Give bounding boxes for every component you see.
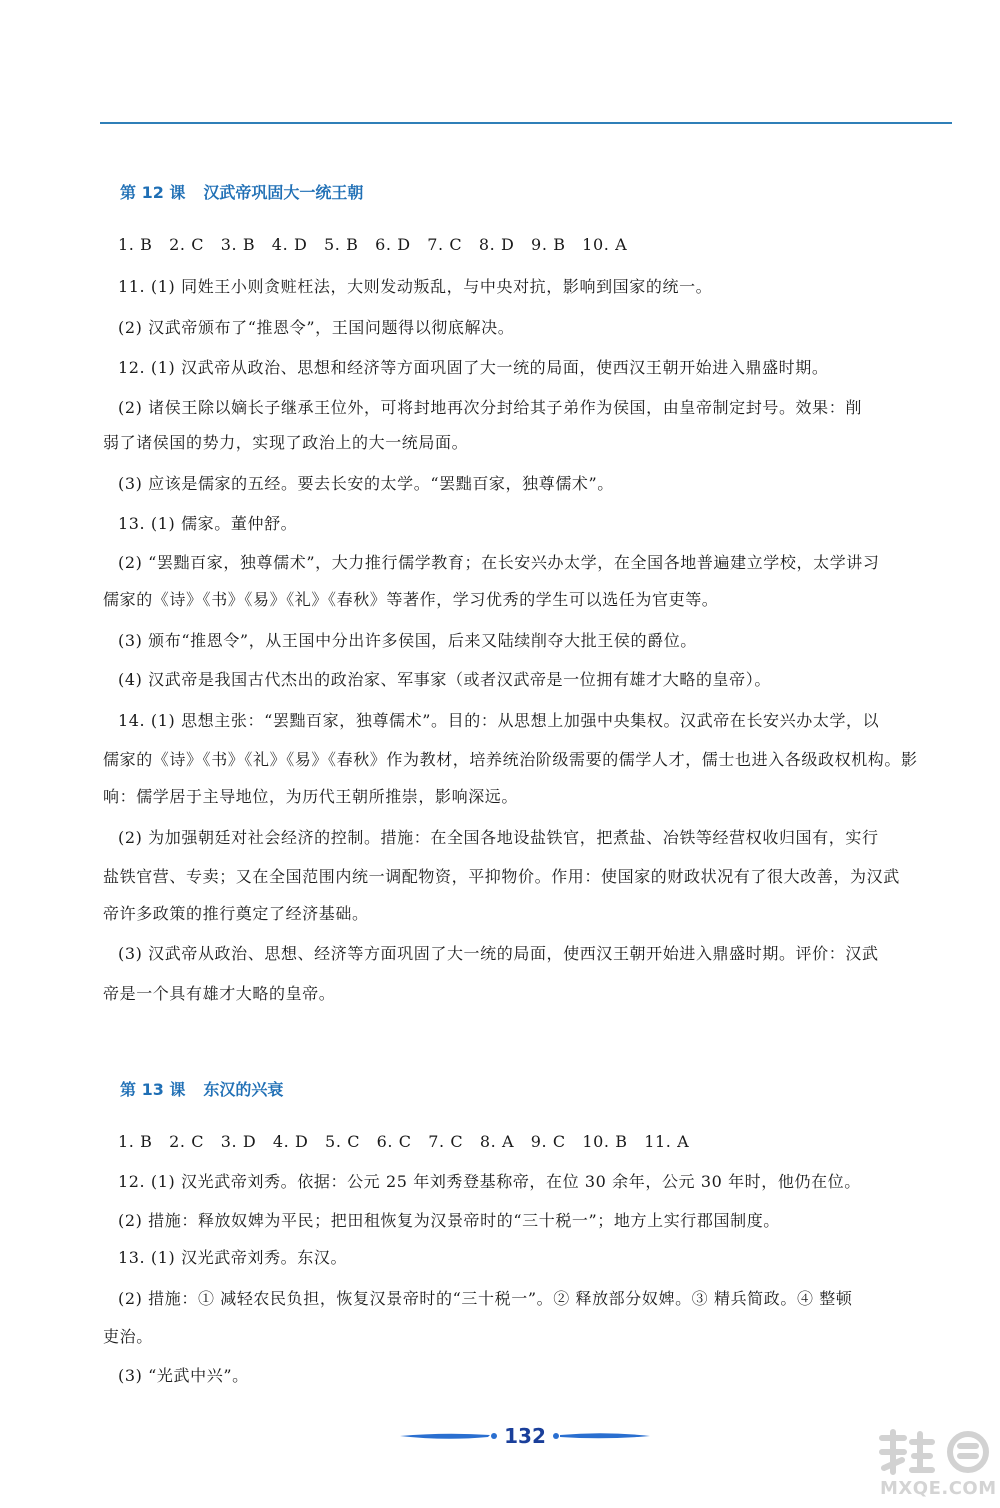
- watermark-url: MXQE.COM: [880, 1478, 997, 1499]
- answer-line: 14. (1) 思想主张：“罢黜百家，独尊儒术”。目的：从思想上加强中央集权。汉武帝在长安兴办太学，以: [118, 711, 880, 730]
- page-footer: [400, 1424, 650, 1448]
- answer-line: (2) 措施：① 减轻农民负担，恢复汉景帝时的“三十税一”。② 释放部分奴婢。③ 精兵简政。④ 整顿: [118, 1289, 853, 1308]
- answer-line: 12. (1) 汉武帝从政治、思想和经济等方面巩固了大一统的局面，使西汉王朝开始进入鼎盛时期。: [118, 358, 829, 377]
- answer-line: 12. (1) 汉光武帝刘秀。依据：公元 25 年刘秀登基称帝，在位 30 余年，公元 30 年时，他仍在位。: [118, 1172, 861, 1191]
- answer-line: (4) 汉武帝是我国古代杰出的政治家、军事家（或者汉武帝是一位拥有雄才大略的皇帝）。: [118, 670, 771, 689]
- answer-line: 儒家的《诗》《书》《礼》《易》《春秋》作为教材，培养统治阶级需要的儒学人才，儒士也进入各级政权机构。影: [103, 750, 918, 769]
- answer-line: 帝是一个具有雄才大略的皇帝。: [103, 984, 336, 1003]
- answer-line: 13. (1) 汉光武帝刘秀。东汉。: [118, 1248, 348, 1267]
- answer-line: 弱了诸侯国的势力，实现了政治上的大一统局面。: [103, 433, 469, 452]
- lesson-12-name: 汉武帝巩固大一统王朝: [203, 183, 364, 202]
- lesson-12-title: [120, 180, 363, 203]
- answer-line: 盐铁官营、专卖；又在全国范围内统一调配物资，平抑物价。作用：使国家的财政状况有了很大改善，为汉武: [103, 867, 900, 886]
- answer-line: (2) “罢黜百家，独尊儒术”，大力推行儒学教育；在长安兴办太学，在全国各地普遍建立学校，太学讲习: [118, 553, 880, 572]
- answer-line: (3) 颁布“推恩令”，从王国中分出许多侯国，后来又陆续削夺大批王侯的爵位。: [118, 631, 697, 650]
- lesson-12-number: 第 12 课: [120, 183, 186, 202]
- answer-line: 1. B 2. C 3. D 4. D 5. C 6. C 7. C 8. A 9. C 10. B 11. A: [118, 1132, 690, 1151]
- answer-line: (3) 应该是儒家的五经。要去长安的太学。“罢黜百家，独尊儒术”。: [118, 474, 614, 493]
- answer-line: (2) 为加强朝廷对社会经济的控制。措施：在全国各地设盐铁官，把煮盐、冶铁等经营权收归国有，实行: [118, 828, 879, 847]
- lesson-13-title: [120, 1077, 283, 1100]
- answer-line: (3) “光武中兴”。: [118, 1366, 249, 1385]
- answer-line: 儒家的《诗》《书》《易》《礼》《春秋》等著作，学习优秀的学生可以选任为官吏等。: [103, 590, 719, 609]
- answer-line: 吏治。: [103, 1327, 153, 1346]
- answer-line: 11. (1) 同姓王小则贪赃枉法，大则发动叛乱，与中央对抗，影响到国家的统一。: [118, 277, 713, 296]
- header-rule: [100, 122, 952, 124]
- answer-line: (2) 措施：释放奴婢为平民；把田租恢复为汉景帝时的“三十税一”；地方上实行郡国制度。: [118, 1211, 780, 1230]
- answer-line: 响：儒学居于主导地位，为历代王朝所推崇，影响深远。: [103, 787, 519, 806]
- answer-line: 帝许多政策的推行奠定了经济基础。: [103, 904, 369, 923]
- answer-line: (3) 汉武帝从政治、思想、经济等方面巩固了大一统的局面，使西汉王朝开始进入鼎盛时期。评价：汉武: [118, 944, 879, 963]
- lesson-13-number: 第 13 课: [120, 1080, 186, 1099]
- lesson-13-name: 东汉的兴衰: [203, 1080, 284, 1099]
- page-number: 132: [504, 1424, 546, 1448]
- answer-line: 1. B 2. C 3. B 4. D 5. B 6. D 7. C 8. D 9. B 10. A: [118, 235, 628, 254]
- answer-line: 13. (1) 儒家。董仲舒。: [118, 514, 298, 533]
- answer-line: (2) 诸侯王除以嫡长子继承王位外，可将封地再次分封给其子弟作为侯国，由皇帝制定封号。效果：削: [118, 398, 862, 417]
- answer-line: (2) 汉武帝颁布了“推恩令”，王国问题得以彻底解决。: [118, 318, 515, 337]
